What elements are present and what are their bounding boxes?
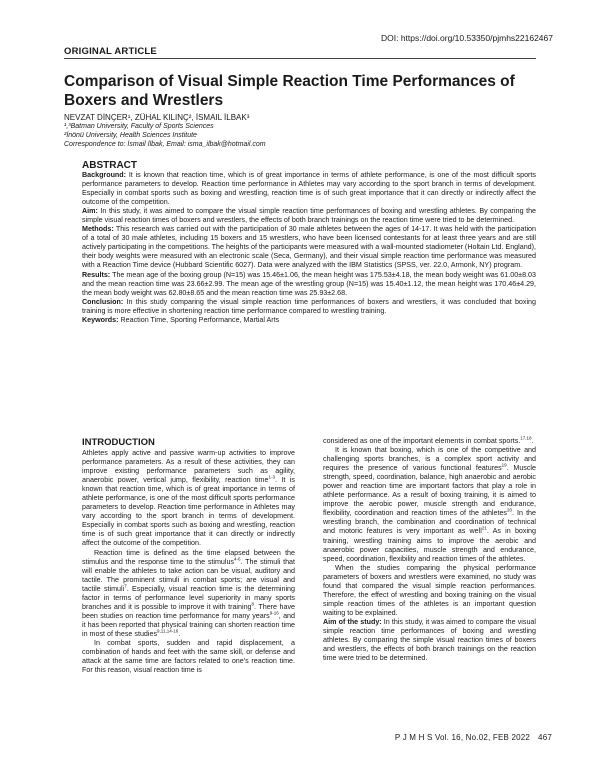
- citation[interactable]: 9,11,14-16: [157, 628, 179, 634]
- citation[interactable]: 7: [124, 583, 127, 589]
- abstract-heading: ABSTRACT: [82, 160, 137, 171]
- abstract-results: [82, 271, 536, 298]
- keywords-label: Keywords:: [82, 315, 119, 324]
- citation[interactable]: 20: [507, 508, 513, 513]
- abstract-keywords: [82, 316, 536, 325]
- intro-paragraph-3: In combat sports, sudden and rapid displacement, a combination of hands and feet with the same skill, or defense and attack at the same time are factors related to one's reaction time. For this reason, visual reaction time is: [82, 638, 295, 675]
- citation[interactable]: 21: [481, 526, 487, 532]
- intro-paragraph-4: It is known that boxing, which is one of the competitive and challenging sports branches, is a complex sport activity and requires the presence of various functional features$^{19}$. Muscle strength, speed, coordination, balance, high anaerobic and aerobic power and reaction time are important factors that play a role in athlete performance. As a result of boxing training, it is aimed to improve the aerobic power, muscle strength and endurance, flexibility, coordination and reaction times of the athletes$^{20}$. In the wrestling branch, the combination and coordination of technical and motoric features is very important as well$^{21}$. As in boxing training, wrestling training aims to improve the aerobic and anaerobic power capacities, muscle strength and endurance, speed, coordination, flexibility and reaction times of the athletes.: [323, 446, 536, 563]
- conclusion-text: In this study comparing the visual simple reaction time performances of boxers and wrestlers, it was concluded that boxing training is more effective in shortening reaction time performance compared to wrestling training.: [82, 297, 536, 315]
- abstract-aim: [82, 207, 536, 225]
- citation[interactable]: 19: [501, 462, 507, 468]
- article-type-label: ORIGINAL ARTICLE: [64, 46, 157, 57]
- intro-paragraph-5: When the studies comparing the physical performance parameters of boxers and wrestlers were examined, no study was found that compared the visual simple reaction performances. Therefore, the effect of wrestling and boxing training on the visual simple reaction times of the athletes is an important question waiting to be explained.: [323, 563, 536, 617]
- methods-text: This research was carried out with the participation of 30 male athletes between the ages of 14-17. It was held with the participation of a total of 30 male athletes, including 15 boxers and 15 wrestlers, who have been licensed contestants for at least three years and are still actively participating in the competitions. The heights of the participants were measured with a wall-mounted stadiometer (Holtain Ltd. England), their body weights were measured with an electronic scale (Seca, Germany), and their visual simple reaction time performance was measured with a Reaction Time device (Hubbard Scientific 6027). Data were analyzed with the IBM Statistics (SPSS, ver. 22.0, Armonk, NY) program.: [82, 225, 536, 270]
- citation[interactable]: 17,18: [520, 435, 532, 441]
- aim-label: Aim:: [82, 207, 98, 216]
- journal-citation: P J M H S Vol. 16, No.02, FEB 2022: [394, 733, 531, 742]
- body-column-right: [323, 437, 536, 663]
- keywords-text: Reaction Time, Sporting Performance, Martial Arts: [120, 315, 280, 324]
- author-names: NEVZAT DİNÇER¹, ZÜHAL KILINÇ², İSMAIL İLBAK³: [64, 113, 250, 122]
- correspondence: Correspondence to: İsmail İlbak, Email: isma_ilbak@hotmail.com: [64, 140, 266, 148]
- results-text: The mean age of the boxing group (N=15) was 15.46±1.06, the mean height was 175.53±4.18, the mean body weight was 61.00±8.03 and the mean reaction time was 23.66±2.99. The mean age of the wrestling group (N=15) was 15.40±1.12, the mean height was 170.46±4.29, the mean body weight was 62.80±8.65 and the mean reaction time was 25.93±2.68.: [82, 270, 536, 297]
- intro-paragraph-1: Athletes apply active and passive warm-up activities to improve performance parameters. As a result of these activities, they can improve existing performance parameters such as agility, anaerobic power, vertical jump, flexibility, reaction time$^{1-3}$. It is known that reaction time, which is of great importance in terms of athlete performance, is one of the most difficult sports performance parameters to develop. Reaction time performance in Athletes may vary according to the sport branch in terms of development. Especially in combat sports such as boxing and wrestling, reaction time is of such great importance that it can directly or indirectly affect the outcome of the competition.: [82, 449, 295, 548]
- affiliation-1: ¹,³Batman University, Faculty of Sports Sciences: [64, 123, 214, 130]
- paper-title: Comparison of Visual Simple Reaction Time Performances of Boxers and Wrestlers: [64, 73, 515, 109]
- body-column-left: [82, 437, 295, 675]
- intro-paragraph-2: Reaction time is defined as the time elapsed between the stimulus and the response time to the stimulus$^{4-6}$. The stimuli that will enable the athletes to take action can be visual, auditory and tactile. The prominent stimuli in combat sports; are visual and tactile stimuli$^7$. Especially, visual reaction time is the determining factor in terms of performance level superiority in many sports branches and it is possible to improve it with training$^8$. There have been studies on reaction time performance for many years$^{9-16}$, and it has been reported that physical training can shorten reaction time in most of these studies$^{9,11,14-16}$.: [82, 548, 296, 638]
- background-text: It is known that reaction time, which is of great importance in terms of athlete performance, is one of the most difficult sports performance parameters to develop. Reaction time performance in Athletes may vary according to the sport branch in terms of development. Especially in combat sports such as boxing and wrestling, reaction time is of such great importance that it can directly or indirectly affect the outcome of the competition.: [82, 171, 536, 207]
- citation[interactable]: 4-6: [234, 556, 241, 562]
- conclusion-label: Conclusion:: [82, 297, 124, 306]
- page-footer: [395, 733, 552, 742]
- header-divider: [64, 58, 536, 59]
- affiliation-2: ²İnönü University, Health Sciences Institute: [64, 131, 197, 139]
- aim-of-study: [323, 618, 536, 663]
- doi-link[interactable]: DOI: https://doi.org/10.53350/pjmhs22162467: [380, 33, 553, 43]
- citation[interactable]: 9-16: [269, 610, 279, 616]
- aim-of-study-text: In this study, it was aimed to compare the visual simple reaction time performances of boxing and wrestling athletes. By comparing the simple visual reaction times of boxers and wrestlers, the effects of both branch trainings on the reaction time were tried to be determined.: [323, 617, 536, 663]
- methods-label: Methods:: [82, 225, 114, 234]
- abstract-background: [82, 171, 536, 207]
- abstract-conclusion: [82, 298, 536, 316]
- aim-of-study-label: Aim of the study:: [323, 617, 382, 626]
- author-block: [64, 113, 266, 149]
- results-label: Results:: [82, 270, 111, 279]
- citation[interactable]: 8: [251, 601, 255, 607]
- citation[interactable]: 1-3: [268, 474, 275, 480]
- abstract-section: [82, 160, 536, 325]
- aim-text: In this study, it was aimed to compare the visual simple reaction time performances of boxing and wrestling athletes. By comparing the simple visual reaction times of boxers and wrestlers, the effects of both branch trainings on the reaction time were tried to be determined.: [82, 207, 537, 225]
- intro-paragraph-3-cont: considered as one of the important elements in combat sports.$^{17,18}$.: [323, 435, 534, 445]
- background-label: Background:: [82, 171, 127, 179]
- introduction-heading: INTRODUCTION: [82, 437, 155, 448]
- page-number: 467: [538, 733, 552, 742]
- abstract-methods: [82, 225, 536, 270]
